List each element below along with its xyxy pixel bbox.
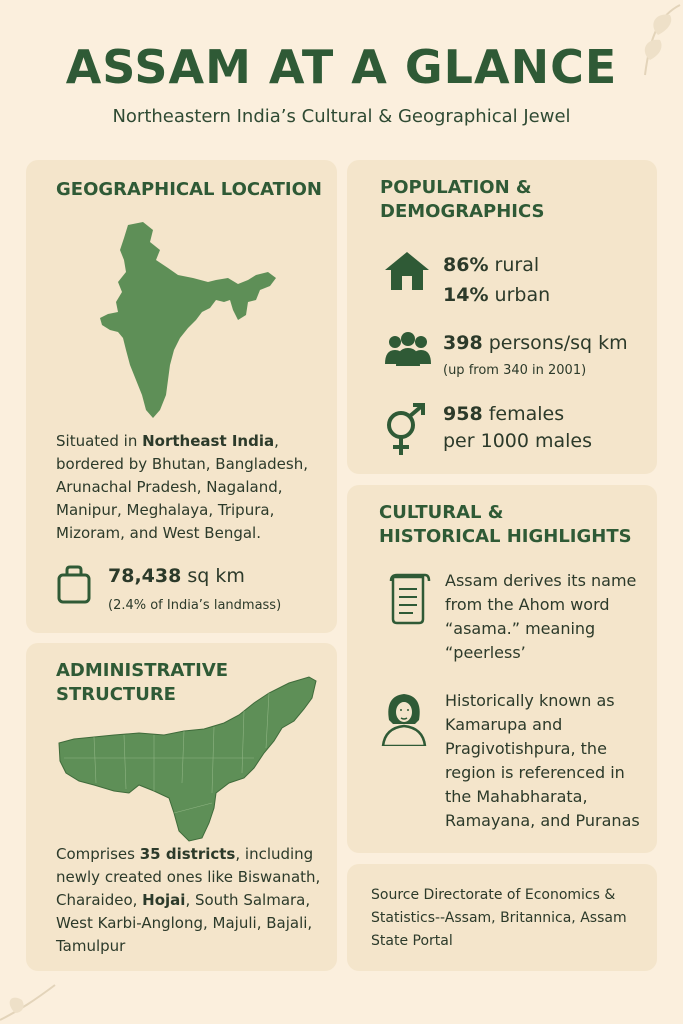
- india-map-icon: [98, 220, 283, 420]
- geo-description: Situated in Northeast India, bordered by Bhutan, Bangladesh, Arunachal Pradesh, Nagaland, Manipur, Meghalaya, Tripura, Mizoram, and West Bengal.: [56, 432, 309, 542]
- sex-ratio-label: per 1000 males: [443, 430, 593, 452]
- urban-stat: 14% urban: [443, 284, 551, 306]
- people-icon: [383, 330, 433, 368]
- admin-card-title: ADMINISTRATIVE STRUCTURE: [56, 660, 229, 705]
- culture-card-title: CULTURAL & HISTORICAL HIGHLIGHTS: [379, 502, 632, 547]
- page-title: ASSAM AT A GLANCE: [65, 40, 618, 94]
- density-stat: 398 persons/sq km: [443, 332, 628, 354]
- page-subtitle: Northeastern India’s Cultural & Geographical Jewel: [112, 106, 571, 127]
- assam-map-icon: [54, 673, 319, 843]
- bag-icon: [56, 565, 92, 605]
- geo-area: 78,438 sq km: [108, 565, 245, 587]
- admin-description: Comprises 35 districts, including newly created ones like Biswanath, Charaideo, Hojai, South Salmara, West Karbi-Anglong, Majuli, Bajali, Tamulpur: [56, 845, 321, 955]
- house-icon: [383, 250, 431, 292]
- culture-item-2: Historically known as Kamarupa and Pragivotishpura, the region is referenced in the Mahabharata, Ramayana, and Puranas: [445, 691, 640, 830]
- source-card: [347, 864, 657, 971]
- geo-card: [26, 160, 337, 633]
- population-card: [347, 160, 657, 474]
- leaf-decoration-icon: [0, 975, 60, 1024]
- source-text: Source Directorate of Economics & Statistics--Assam, Britannica, Assam State Portal: [371, 887, 627, 949]
- gender-icon: [383, 403, 429, 459]
- geo-area-note: (2.4% of India’s landmass): [108, 598, 282, 613]
- scroll-icon: [387, 573, 431, 625]
- culture-item-1: Assam derives its name from the Ahom word “asama.” meaning “peerless’: [445, 571, 637, 662]
- culture-card: [347, 485, 657, 853]
- rural-stat: 86% rural: [443, 254, 540, 276]
- historical-figure-icon: [379, 690, 429, 746]
- admin-card: [26, 643, 337, 971]
- geo-card-title: GEOGRAPHICAL LOCATION: [56, 179, 322, 200]
- population-card-title: POPULATION & DEMOGRAPHICS: [380, 177, 545, 222]
- density-note: (up from 340 in 2001): [443, 363, 587, 378]
- sex-ratio-stat: 958 females: [443, 403, 565, 425]
